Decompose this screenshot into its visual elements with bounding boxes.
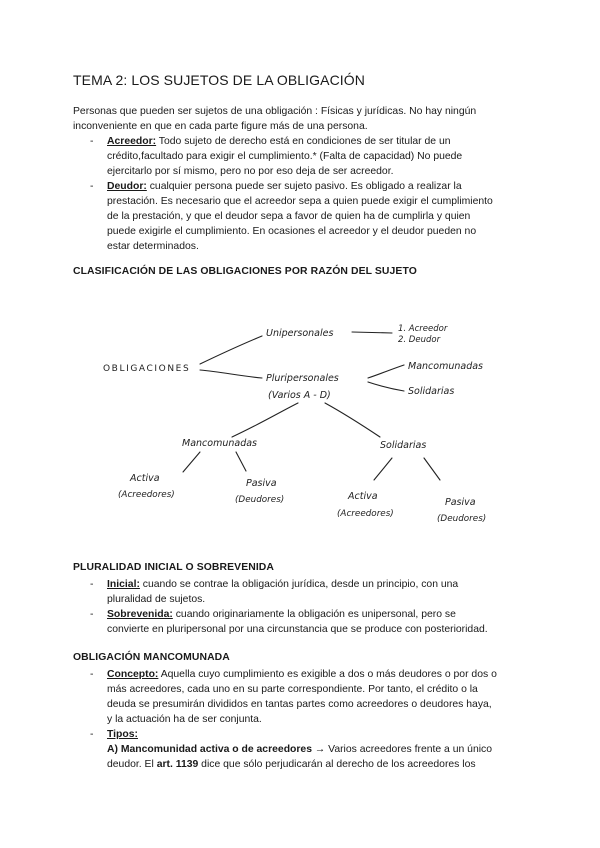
line-manc-pasiva — [236, 452, 246, 471]
line-sol-pasiva — [424, 458, 440, 480]
intro-line-2: inconveniente en que en cada parte figure más de una persona. — [73, 121, 368, 132]
mancomunada-heading: OBLIGACIÓN MANCOMUNADA — [73, 652, 230, 663]
node-mancomunadas: Mancomunadas — [182, 438, 257, 449]
deudor-term: Deudor: — [107, 181, 147, 192]
node-sol-pasiva: Pasiva — [445, 497, 476, 508]
node-unipersonales: Unipersonales — [266, 328, 334, 339]
deudor-line-5: estar determinados. — [107, 241, 199, 252]
activa-title: A) Mancomunidad activa o de acreedores — [107, 744, 312, 755]
inicial-line-1 — [107, 577, 527, 592]
line-pluri-solidarias-down — [325, 403, 380, 437]
acreedor-line-2: crédito,facultado para exigir el cumplimiento.* (Falta de capacidad) No puede — [107, 151, 463, 162]
concepto-line-4: y la actuación ha de ser conjunta. — [107, 714, 262, 725]
activa-line-1 — [107, 742, 527, 757]
node-manc-acreedores: (Acreedores) — [118, 490, 175, 500]
bullet-dash: - — [90, 669, 94, 680]
sobrevenida-text: cuando originariamente la obligación es unipersonal, pero se — [172, 609, 456, 620]
activa-article: art. 1139 — [156, 759, 199, 770]
sobrevenida-line-2: convierte en pluripersonal por una circunstancia que se produce con posterioridad. — [107, 624, 488, 635]
clasificacion-heading: CLASIFICACIÓN DE LAS OBLIGACIONES POR RAZÓN DEL SUJETO — [73, 266, 417, 277]
concepto-term: Concepto: — [107, 669, 159, 680]
activa-line2-a: deudor. El — [107, 759, 157, 770]
bullet-dash: - — [90, 579, 94, 590]
inicial-text: cuando se contrae la obligación jurídica, desde un principio, con una — [139, 579, 459, 590]
bullet-dash: - — [90, 136, 94, 147]
line-root-pluripersonales — [200, 370, 262, 378]
page-title: TEMA 2: LOS SUJETOS DE LA OBLIGACIÓN — [73, 72, 365, 88]
tipos-term: Tipos: — [107, 729, 138, 740]
line-root-unipersonales — [200, 336, 262, 364]
deudor-line-4: puede exigirle el cumplimiento. En ocasiones el acreedor y el deudor pueden no — [107, 226, 477, 237]
line-uni-list — [352, 332, 392, 333]
node-sol-activa: Activa — [348, 491, 378, 502]
activa-line2-b: dice que sólo perjudicarán al derecho de los acreedores los — [198, 759, 476, 770]
activa-line-2 — [107, 757, 527, 772]
bullet-dash: - — [90, 729, 94, 740]
deudor-line-3: de la prestación, y que el deudor sepa a favor de quien ha de cumplirla y quien — [107, 211, 471, 222]
line-pluri-solidarias — [368, 382, 404, 391]
line-pluri-mancomunadas-down — [232, 403, 298, 437]
concepto-line-1 — [107, 667, 527, 682]
line-manc-activa — [183, 452, 200, 472]
node-obligaciones: OBLIGACIONES — [103, 364, 191, 374]
inicial-line-2: pluralidad de sujetos. — [107, 594, 206, 605]
node-manc-deudores: (Deudores) — [235, 495, 285, 505]
node-pluri-sub: (Varios A - D) — [268, 390, 331, 401]
node-solidarias-right: Solidarias — [408, 386, 455, 397]
inicial-term: Inicial: — [107, 579, 140, 590]
sobrevenida-term: Sobrevenida: — [107, 609, 173, 620]
pluralidad-heading: PLURALIDAD INICIAL O SOBREVENIDA — [73, 562, 275, 573]
node-sol-deudores: (Deudores) — [437, 514, 487, 524]
concepto-line-3: deuda se presumirán divididos en tantas partes como acreedores o deudores haya, — [107, 699, 492, 710]
deudor-line-2: prestación. Es necesario que el acreedor sepa a quien puede exigir el cumplimiento — [107, 196, 493, 207]
bullet-dash: - — [90, 181, 94, 192]
intro-line-1: Personas que pueden ser sujetos de una obligación : Físicas y jurídicas. No hay ningún — [73, 106, 477, 117]
node-uni-acreedor: 1. Acreedor — [398, 324, 448, 334]
concepto-line-2: más acreedores, cada uno en su parte correspondiente. Por tanto, el crédito o la — [107, 684, 478, 695]
node-manc-activa: Activa — [130, 473, 160, 484]
node-solidarias: Solidarias — [380, 440, 427, 451]
concepto-text: Aquella cuyo cumplimiento es exigible a dos o más deudores o por dos o — [158, 669, 497, 680]
line-pluri-mancomunadas — [368, 365, 404, 378]
acreedor-line-3: ejercitarlo por sí mismo, pero no por eso deja de ser acreedor. — [107, 166, 394, 177]
activa-rest: → Varios acreedores frente a un único — [312, 744, 493, 755]
node-uni-deudor: 2. Deudor — [398, 335, 441, 345]
node-pluripersonales: Pluripersonales — [266, 373, 339, 384]
bullet-dash: - — [90, 609, 94, 620]
node-sol-acreedores: (Acreedores) — [337, 509, 394, 519]
line-sol-activa — [374, 458, 392, 480]
acreedor-text: Todo sujeto de derecho está en condiciones de ser titular de un — [156, 136, 451, 147]
tipos-line — [107, 727, 527, 742]
node-mancomunadas-right: Mancomunadas — [408, 361, 483, 372]
deudor-text: cualquier persona puede ser sujeto pasivo. Es obligado a realizar la — [146, 181, 462, 192]
acreedor-term: Acreedor: — [107, 136, 157, 147]
sobrevenida-line-1 — [107, 607, 527, 622]
node-manc-pasiva: Pasiva — [246, 478, 277, 489]
